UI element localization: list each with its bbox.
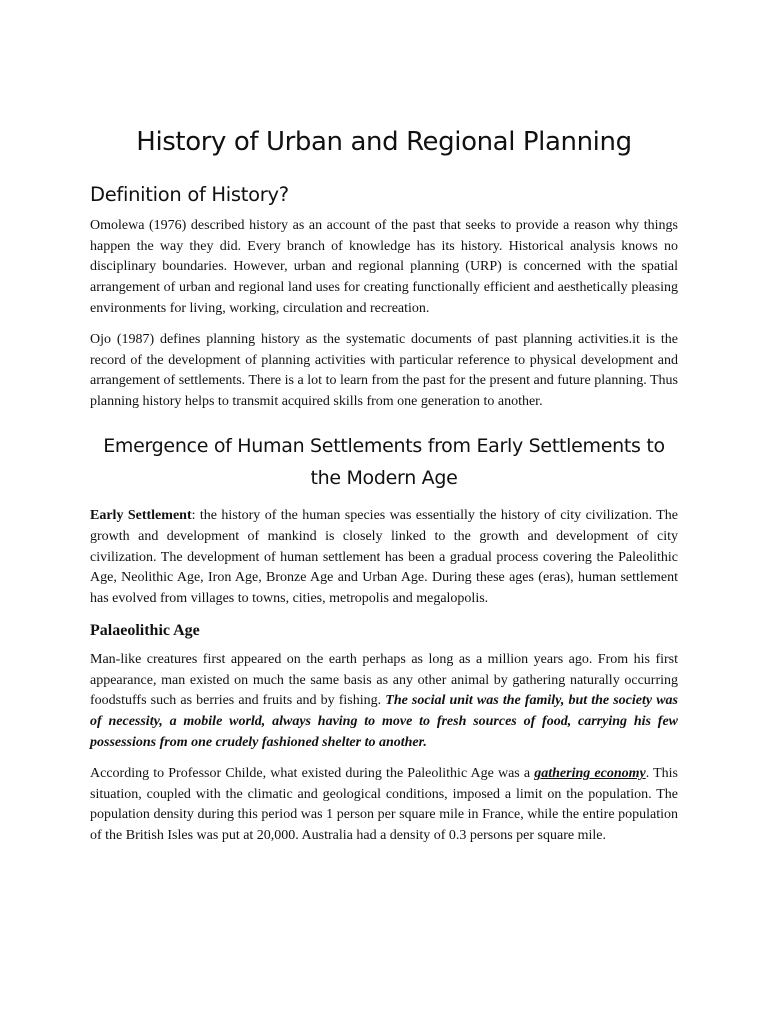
early-settlement-label: Early Settlement bbox=[90, 508, 192, 524]
definition-paragraph-2: Ojo (1987) defines planning history as the systematic documents of past planning activities.it is the record of the development of planning activities with particular reference to physical development and arrangement of settlements. There is a lot to learn from the past for the present and future planning. Thus planning history helps to transmit acquired skills from one generation to another. bbox=[90, 332, 678, 409]
childe-text-start: According to Professor Childe, what existed during the Paleolithic Age was a bbox=[90, 766, 535, 782]
emergence-heading-line2: the Modern Age bbox=[310, 467, 458, 490]
definition-heading: Definition of History? bbox=[90, 182, 289, 206]
palaeolithic-emphasis: The social unit was the family, but the society was of necessity, a mobile world, always having to move to fresh sources of food, carrying his few possessions from one crudely fashioned shelter to another. bbox=[90, 693, 678, 750]
palaeolithic-text: Man-like creatures first appeared on the earth perhaps as long as a million years ago. From his first appearance, man existed on much the same basis as any other animal by gathering naturally occurring foodstuffs such as berries and fruits and by fishing. bbox=[90, 652, 678, 709]
emergence-heading bbox=[90, 430, 678, 494]
early-settlement-paragraph bbox=[90, 506, 678, 609]
early-settlement-text: : the history of the human species was essentially the history of city civilization. The growth and development of mankind is closely linked to the growth and development of city civilization. The development of human settlement has been a gradual process covering the Paleolithic Age, Neolithic Age, Iron Age, Bronze Age and Urban Age. During these ages (eras), human settlement has evolved from villages to towns, cities, metropolis and megalopolis. bbox=[90, 508, 678, 606]
definition-paragraph-1: Omolewa (1976) described history as an account of the past that seeks to provide a reason why things happen the way they did. Every branch of knowledge has its history. Historical analysis knows no disciplinary boundaries. However, urban and regional planning (URP) is concerned with the spatial arrangement of urban and regional land uses for creating functionally efficient and aesthetically pleasing environments for living, working, circulation and recreation. bbox=[90, 218, 678, 316]
palaeolithic-paragraph-2 bbox=[90, 764, 678, 846]
emergence-heading-line1: Emergence of Human Settlements from Early Settlements to bbox=[103, 435, 665, 458]
gathering-economy-term: gathering economy bbox=[534, 766, 646, 782]
childe-text-end: . This situation, coupled with the climatic and geological conditions, imposed a limit on the population. The population density during this period was 1 person per square mile in France, while the entire population of the British Isles was put at 20,000. Australia had a density of 0.3 persons per square mile. bbox=[90, 766, 678, 843]
palaeolithic-paragraph-1 bbox=[90, 650, 678, 753]
document-title: History of Urban and Regional Planning bbox=[136, 127, 632, 157]
palaeolithic-heading: Palaeolithic Age bbox=[90, 622, 200, 640]
